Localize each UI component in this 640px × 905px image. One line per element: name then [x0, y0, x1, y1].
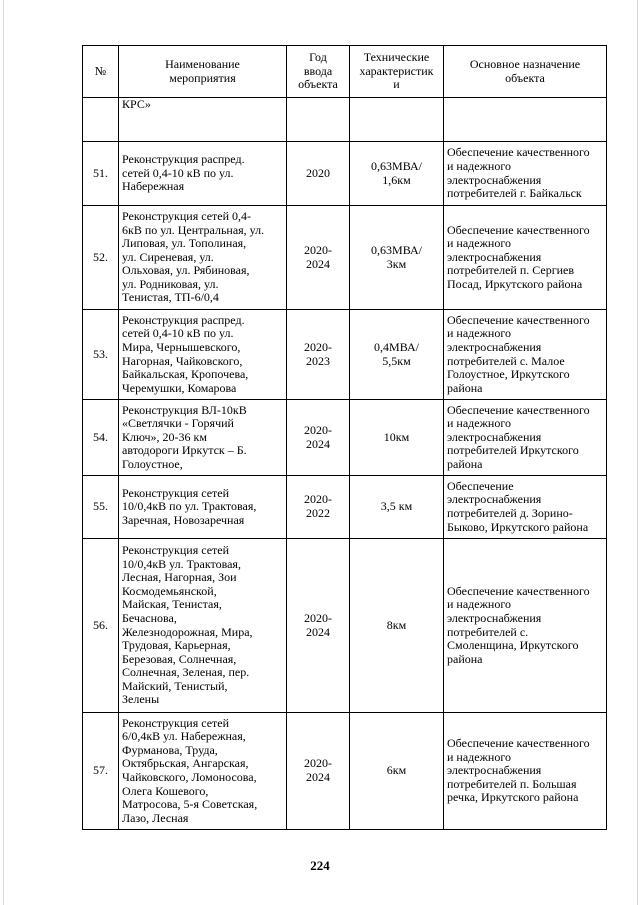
cell-line: потребителей п. Большая [447, 776, 577, 791]
table-row [83, 142, 607, 206]
cell-line: и [393, 77, 400, 92]
cell-line: Обеспечение [447, 478, 514, 493]
cell-line: электроснабжения [447, 249, 542, 264]
cell-line: и надежного [447, 597, 511, 612]
commissioning-year [287, 310, 350, 400]
cell-line: Олега Кошевого, [122, 783, 209, 798]
commissioning-year [287, 713, 350, 830]
cell-line: Байкальская, Кропочева, [122, 367, 249, 382]
cell-line: 2020- [304, 492, 332, 507]
cell-line: Майский, Тенистый, [122, 678, 228, 693]
cell-line: Тенистая, ТП-6/0,4 [122, 290, 219, 305]
cell-line: Фурманова, Труда, [122, 742, 218, 757]
row-number: 57. [83, 713, 119, 830]
cell-line: потребителей д. Зорино- [447, 506, 573, 520]
row-number: 55. [83, 476, 119, 539]
cell-line: 2024 [306, 624, 330, 639]
purpose [444, 98, 607, 142]
cell-line: 2024 [306, 770, 330, 784]
purpose [444, 400, 607, 476]
cell-line: Октябрьская, Ангарская, [122, 756, 249, 771]
table-row [83, 310, 607, 400]
cell-line: 2020- [304, 339, 332, 354]
measure-name [119, 206, 287, 310]
cell-line: Реконструкция ВЛ-10кВ [122, 402, 247, 417]
page-left-edge [3, 0, 4, 905]
cell-line: 5,5км [382, 353, 411, 368]
cell-line: речка, Иркутского района [447, 790, 579, 805]
row-number [83, 98, 119, 142]
cell-line: Реконструкция сетей 0,4- [122, 208, 252, 223]
purpose [444, 476, 607, 539]
cell-line: Основное назначение [469, 56, 581, 71]
technical-specs [350, 539, 444, 713]
header-row [83, 46, 607, 98]
cell-line: и надежного [447, 158, 511, 173]
cell-line: потребителей Иркутского [447, 443, 579, 458]
cell-line: Технические [363, 50, 430, 65]
cell-line: Реконструкция распред. [122, 312, 245, 327]
cell-line: Ключ», 20-36 км [122, 429, 207, 444]
cell-line: характеристик [359, 63, 434, 78]
cell-line: мероприятия [169, 70, 236, 85]
cell-line: района [447, 651, 483, 666]
technical-specs [350, 400, 444, 476]
cell-line: Реконструкция сетей [122, 485, 230, 500]
cell-line: 2024 [306, 256, 330, 271]
cell-line: ул. Сиреневая, ул. [122, 249, 214, 264]
header-name [119, 46, 287, 98]
cell-line: 10/0,4кВ ул. Трактовая, [122, 556, 241, 571]
cell-line: 10/0,4кВ по ул. Трактовая, [122, 499, 257, 514]
purpose [444, 539, 607, 713]
header-purpose [444, 46, 607, 98]
cell-line: Березовая, Солнечная, [122, 651, 237, 666]
cell-line: 0,63МВА/ [371, 158, 422, 173]
cell-line: 3км [386, 256, 407, 271]
cell-line: Чайковского, Ломоносова, [122, 770, 257, 784]
cell-line: 2024 [306, 436, 330, 451]
cell-line: Зелены [122, 692, 160, 707]
cell-line: 0,4МВА/ [374, 339, 419, 354]
purpose [444, 206, 607, 310]
cell-line: электроснабжения [447, 339, 542, 354]
commissioning-year [287, 400, 350, 476]
cell-line: Обеспечение качественного [447, 312, 590, 327]
cell-line: 6кВ по ул. Центральная, ул. [122, 222, 265, 237]
cell-line: Быково, Иркутского района [447, 519, 589, 534]
cell-line: Черемушки, Комарова [122, 380, 237, 395]
cell-line: Железнодорожная, Мира, [122, 624, 253, 639]
technical-specs [350, 310, 444, 400]
cell-line: Космодемьянской, [122, 583, 217, 598]
header-tech [350, 46, 444, 98]
cell-line: и надежного [447, 416, 511, 431]
row-number: 54. [83, 400, 119, 476]
technical-specs [350, 98, 444, 142]
cell-line: Лазо, Лесная [122, 810, 189, 825]
cell-line: 2020- [304, 422, 332, 437]
cell-line: электроснабжения [447, 172, 542, 187]
row-number: 51. [83, 142, 119, 206]
table-row [83, 539, 607, 713]
cell-line: сетей 0,4-10 кВ по ул. [122, 165, 234, 180]
cell-line: ул. Родниковая, ул. [122, 276, 219, 291]
cell-line: Солнечная, Зеленая, пер. [122, 665, 250, 680]
table-row [83, 98, 607, 142]
cell-line: потребителей п. Сергиев [447, 263, 575, 278]
cell-line: электроснабжения [447, 429, 542, 444]
row-number: 52. [83, 206, 119, 310]
cell-line: 3,5 км [380, 499, 413, 514]
cell-line: 6/0,4кВ ул. Набережная, [122, 729, 246, 744]
cell-line: Заречная, Новозаречная [122, 512, 245, 527]
cell-line: Мира, Чернышевского, [122, 339, 241, 354]
cell-line: Реконструкция сетей [122, 715, 230, 730]
header-year [287, 46, 350, 98]
technical-specs [350, 476, 444, 539]
cell-line: Обеспечение качественного [447, 145, 590, 160]
cell-line: и надежного [447, 236, 511, 251]
cell-line: потребителей г. Байкальск [447, 186, 582, 201]
measure-name [119, 400, 287, 476]
page-number: 224 [310, 858, 330, 873]
cell-line: потребителей с. Малое [447, 353, 565, 368]
commissioning-year [287, 206, 350, 310]
measure-name [119, 476, 287, 539]
cell-line: Лесная, Нагорная, Зои [122, 570, 237, 585]
cell-line: Матросова, 5-я Советская, [122, 797, 258, 812]
cell-line: Обеспечение качественного [447, 583, 590, 598]
cell-line: Посад, Иркутского района [447, 276, 583, 291]
cell-line: объекта [505, 70, 545, 85]
measure-name [119, 310, 287, 400]
cell-line: электроснабжения [447, 610, 542, 625]
measure-name [119, 98, 287, 142]
cell-line: Трудовая, Карьерная, [122, 638, 231, 653]
cell-line: и надежного [447, 326, 511, 341]
measure-name [119, 713, 287, 830]
purpose [444, 310, 607, 400]
cell-line: потребителей с. [447, 624, 529, 639]
header-num: № [83, 46, 119, 98]
cell-line: объекта [298, 77, 338, 92]
cell-line: Обеспечение качественного [447, 402, 590, 417]
cell-line: 2023 [306, 353, 330, 368]
cell-line: 10км [383, 429, 410, 444]
table-row [83, 713, 607, 830]
page-right-edge [637, 0, 638, 905]
cell-line: 8км [386, 617, 407, 632]
cell-line: Год [309, 50, 327, 65]
cell-line: 2020- [304, 242, 332, 257]
cell-line: электроснабжения [447, 492, 542, 507]
measures-table [82, 45, 607, 830]
technical-specs [350, 713, 444, 830]
cell-line: Липовая, ул. Тополиная, [122, 236, 247, 251]
cell-line: 2020- [304, 756, 332, 771]
cell-line: Голоустное, [122, 456, 183, 471]
cell-line: Голоустное, Иркутского [447, 367, 570, 382]
technical-specs [350, 142, 444, 206]
cell-line: и надежного [447, 749, 511, 764]
cell-line: 2022 [306, 506, 330, 520]
measure-name [119, 539, 287, 713]
cell-line: «Светлячки - Горячий [122, 416, 234, 431]
purpose [444, 713, 607, 830]
table-row [83, 400, 607, 476]
commissioning-year [287, 98, 350, 142]
cell-line: 1,6км [382, 172, 411, 187]
cell-line: 0,63МВА/ [371, 242, 422, 257]
cell-line: Майская, Тенистая, [122, 597, 222, 612]
cell-line: Обеспечение качественного [447, 736, 590, 751]
cell-line: Наименование [165, 56, 240, 71]
cell-line: Нагорная, Чайковского, [122, 353, 243, 368]
table-row [83, 476, 607, 539]
commissioning-year [287, 142, 350, 206]
cell-line: Бечаснова, [122, 610, 177, 625]
cell-line: 6км [386, 763, 407, 778]
cell-line: 2020- [304, 610, 332, 625]
measure-name [119, 142, 287, 206]
cell-line: Реконструкция сетей [122, 542, 230, 557]
cell-line: Ольховая, ул. Рябиновая, [122, 263, 250, 278]
commissioning-year [287, 539, 350, 713]
row-number: 53. [83, 310, 119, 400]
cell-line: Набережная [122, 179, 185, 194]
cell-line: электроснабжения [447, 763, 542, 778]
cell-line: 2020 [306, 165, 330, 180]
table-row [83, 206, 607, 310]
row-number: 56. [83, 539, 119, 713]
cell-line: КРС» [122, 97, 151, 111]
technical-specs [350, 206, 444, 310]
cell-line: района [447, 380, 483, 395]
purpose [444, 142, 607, 206]
cell-line: автодороги Иркутск – Б. [122, 443, 247, 458]
cell-line: Обеспечение качественного [447, 222, 590, 237]
cell-line: района [447, 456, 483, 471]
cell-line: Реконструкция распред. [122, 152, 245, 167]
cell-line: ввода [303, 63, 333, 78]
cell-line: Смоленщина, Иркутского [447, 638, 579, 653]
commissioning-year [287, 476, 350, 539]
cell-line: сетей 0,4-10 кВ по ул. [122, 326, 234, 341]
